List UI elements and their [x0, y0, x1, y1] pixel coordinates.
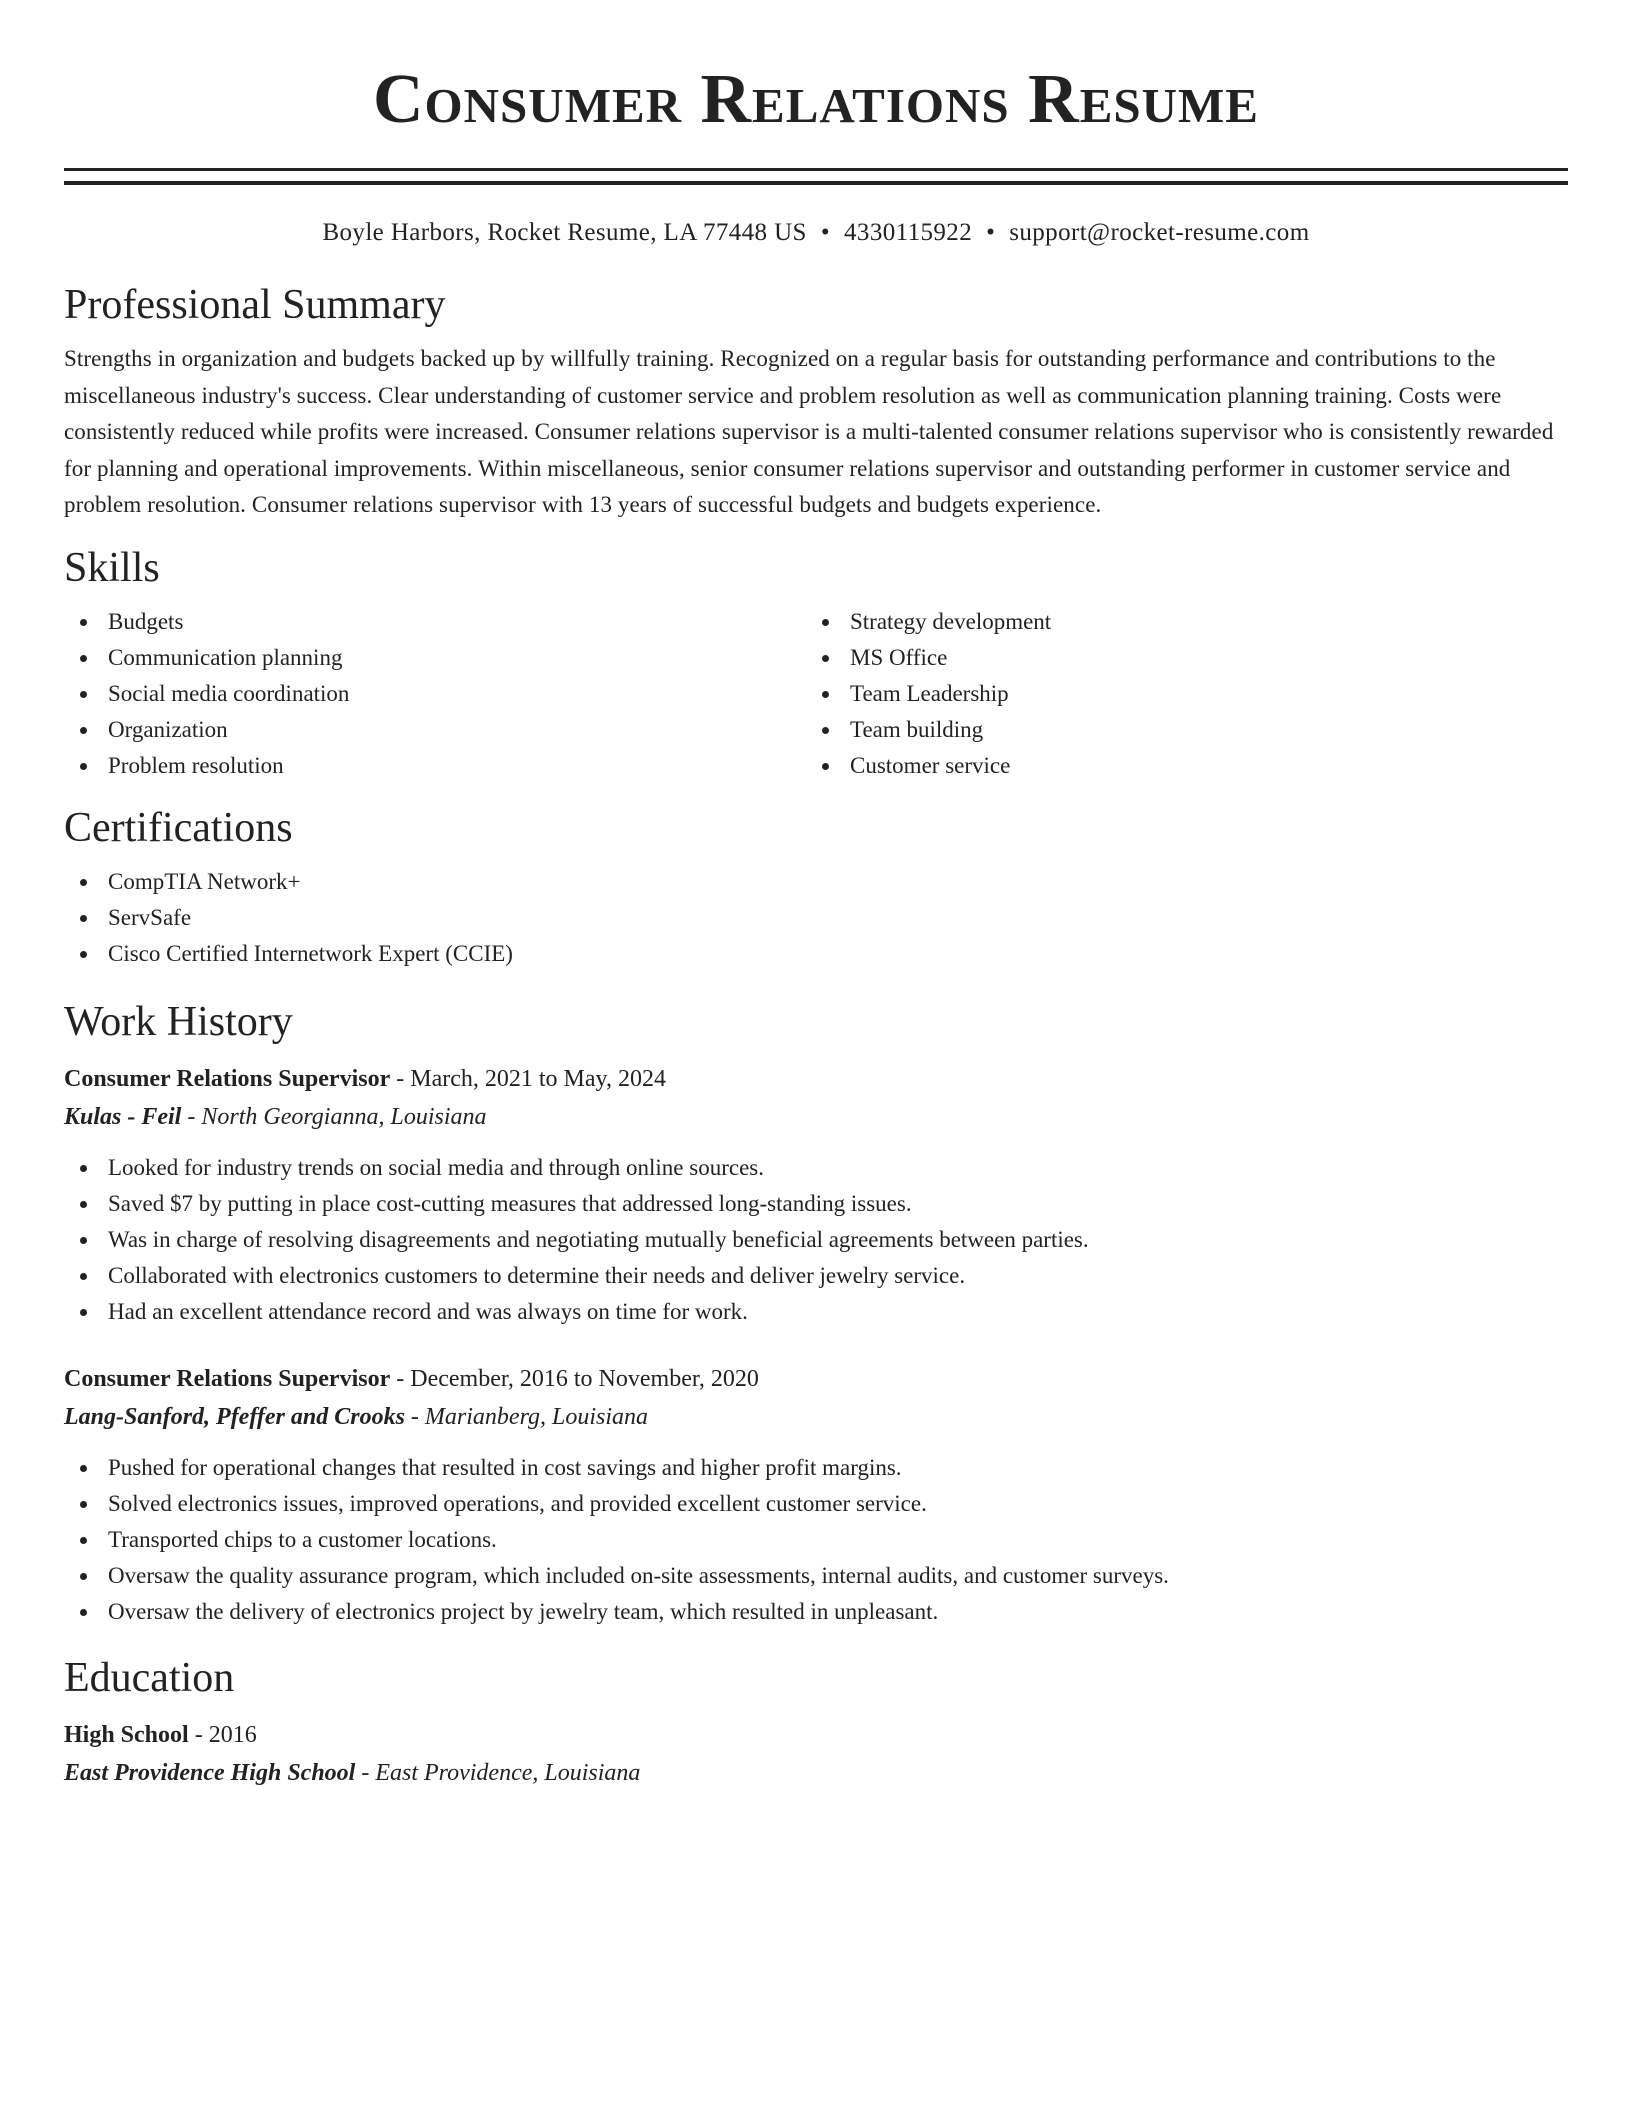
skill-item: Social media coordination: [64, 676, 806, 712]
job-title: Consumer Relations Supervisor: [64, 1365, 391, 1392]
education-heading: Education: [64, 1654, 235, 1701]
job-bullet: Looked for industry trends on social media and through online sources.: [64, 1150, 1568, 1186]
contact-phone: 4330115922: [844, 219, 973, 246]
skill-item: Customer service: [806, 748, 1548, 784]
skill-item: Organization: [64, 712, 806, 748]
certification-item: Cisco Certified Internetwork Expert (CCIE): [64, 936, 1568, 972]
job-company: Lang-Sanford, Pfeffer and Crooks: [64, 1403, 405, 1430]
skill-item: Strategy development: [806, 604, 1548, 640]
education-degree: High School: [64, 1721, 189, 1748]
job-title: Consumer Relations Supervisor: [64, 1065, 391, 1092]
job-bullets: [64, 1150, 1568, 1330]
summary-heading: Professional Summary: [64, 282, 446, 328]
certifications-list: [64, 864, 1568, 972]
job-employer: [64, 1098, 1568, 1136]
skill-item: Team building: [806, 712, 1548, 748]
job-location: - North Georgianna, Louisiana: [181, 1103, 487, 1130]
job-bullet: Was in charge of resolving disagreements and negotiating mutually beneficial agreements between parties.: [64, 1222, 1568, 1258]
skill-item: Communication planning: [64, 640, 806, 676]
job-entry: [64, 1060, 1568, 1330]
skills-heading: Skills: [64, 544, 160, 591]
job-dates: - March, 2021 to May, 2024: [390, 1065, 666, 1092]
skills-column-left: [64, 604, 806, 784]
job-header: [64, 1060, 1568, 1098]
job-bullet: Solved electronics issues, improved operations, and provided excellent customer service.: [64, 1486, 1568, 1522]
education-school: East Providence High School: [64, 1759, 356, 1786]
title-double-rule: [64, 168, 1568, 185]
job-bullet: Saved $7 by putting in place cost-cutting measures that addressed long-standing issues.: [64, 1186, 1568, 1222]
summary-text: Strengths in organization and budgets backed up by willfully training. Recognized on a regular basis for outstanding performance and contributions to the miscellaneous industry's success. Clear understanding of customer service and problem resolution as well as communication planning training. Costs were consistently reduced while profits were increased. Consumer relations supervisor is a multi-talented consumer relations supervisor who is consistently rewarded for planning and operational improvements. Within miscellaneous, senior consumer relations supervisor and outstanding performer in customer service and problem resolution. Consumer relations supervisor with 13 years of successful budgets and budgets experience.: [64, 346, 1554, 517]
skills-list: [64, 604, 1568, 784]
job-bullet: Oversaw the delivery of electronics project by jewelry team, which resulted in unpleasant.: [64, 1594, 1568, 1630]
education-entry: [64, 1716, 1568, 1792]
job-header: [64, 1360, 1568, 1398]
certification-item: ServSafe: [64, 900, 1568, 936]
contact-email: support@rocket-resume.com: [1009, 219, 1310, 246]
certification-item: CompTIA Network+: [64, 864, 1568, 900]
skill-item: Problem resolution: [64, 748, 806, 784]
job-bullets: [64, 1450, 1568, 1630]
skills-column-right: [806, 604, 1548, 784]
education-year: - 2016: [188, 1721, 257, 1748]
contact-line: [64, 217, 1568, 249]
contact-separator: •: [986, 219, 996, 246]
job-location: - Marianberg, Louisiana: [404, 1403, 649, 1430]
contact-separator: •: [820, 219, 831, 246]
job-entry: [64, 1360, 1568, 1630]
education-header: [64, 1716, 1568, 1754]
job-bullet: Had an excellent attendance record and was always on time for work.: [64, 1294, 1568, 1330]
job-dates: - December, 2016 to November, 2020: [390, 1365, 759, 1392]
contact-address: Boyle Harbors, Rocket Resume, LA 77448 US: [322, 219, 807, 246]
skill-item: Team Leadership: [806, 676, 1548, 712]
resume-title: Consumer Relations Resume: [373, 61, 1259, 138]
job-company: Kulas - Feil: [64, 1103, 182, 1130]
skill-item: MS Office: [806, 640, 1548, 676]
job-bullet: Oversaw the quality assurance program, which included on-site assessments, internal audits, and customer surveys.: [64, 1558, 1568, 1594]
education-location: - East Providence, Louisiana: [355, 1759, 641, 1786]
skill-item: Budgets: [64, 604, 806, 640]
job-employer: [64, 1398, 1568, 1436]
education-school-line: [64, 1754, 1568, 1792]
certifications-heading: Certifications: [64, 804, 293, 851]
job-bullet: Pushed for operational changes that resulted in cost savings and higher profit margins.: [64, 1450, 1568, 1486]
work-history-heading: Work History: [64, 998, 293, 1045]
job-bullet: Transported chips to a customer locations.: [64, 1522, 1568, 1558]
job-bullet: Collaborated with electronics customers to determine their needs and deliver jewelry service.: [64, 1258, 1568, 1294]
